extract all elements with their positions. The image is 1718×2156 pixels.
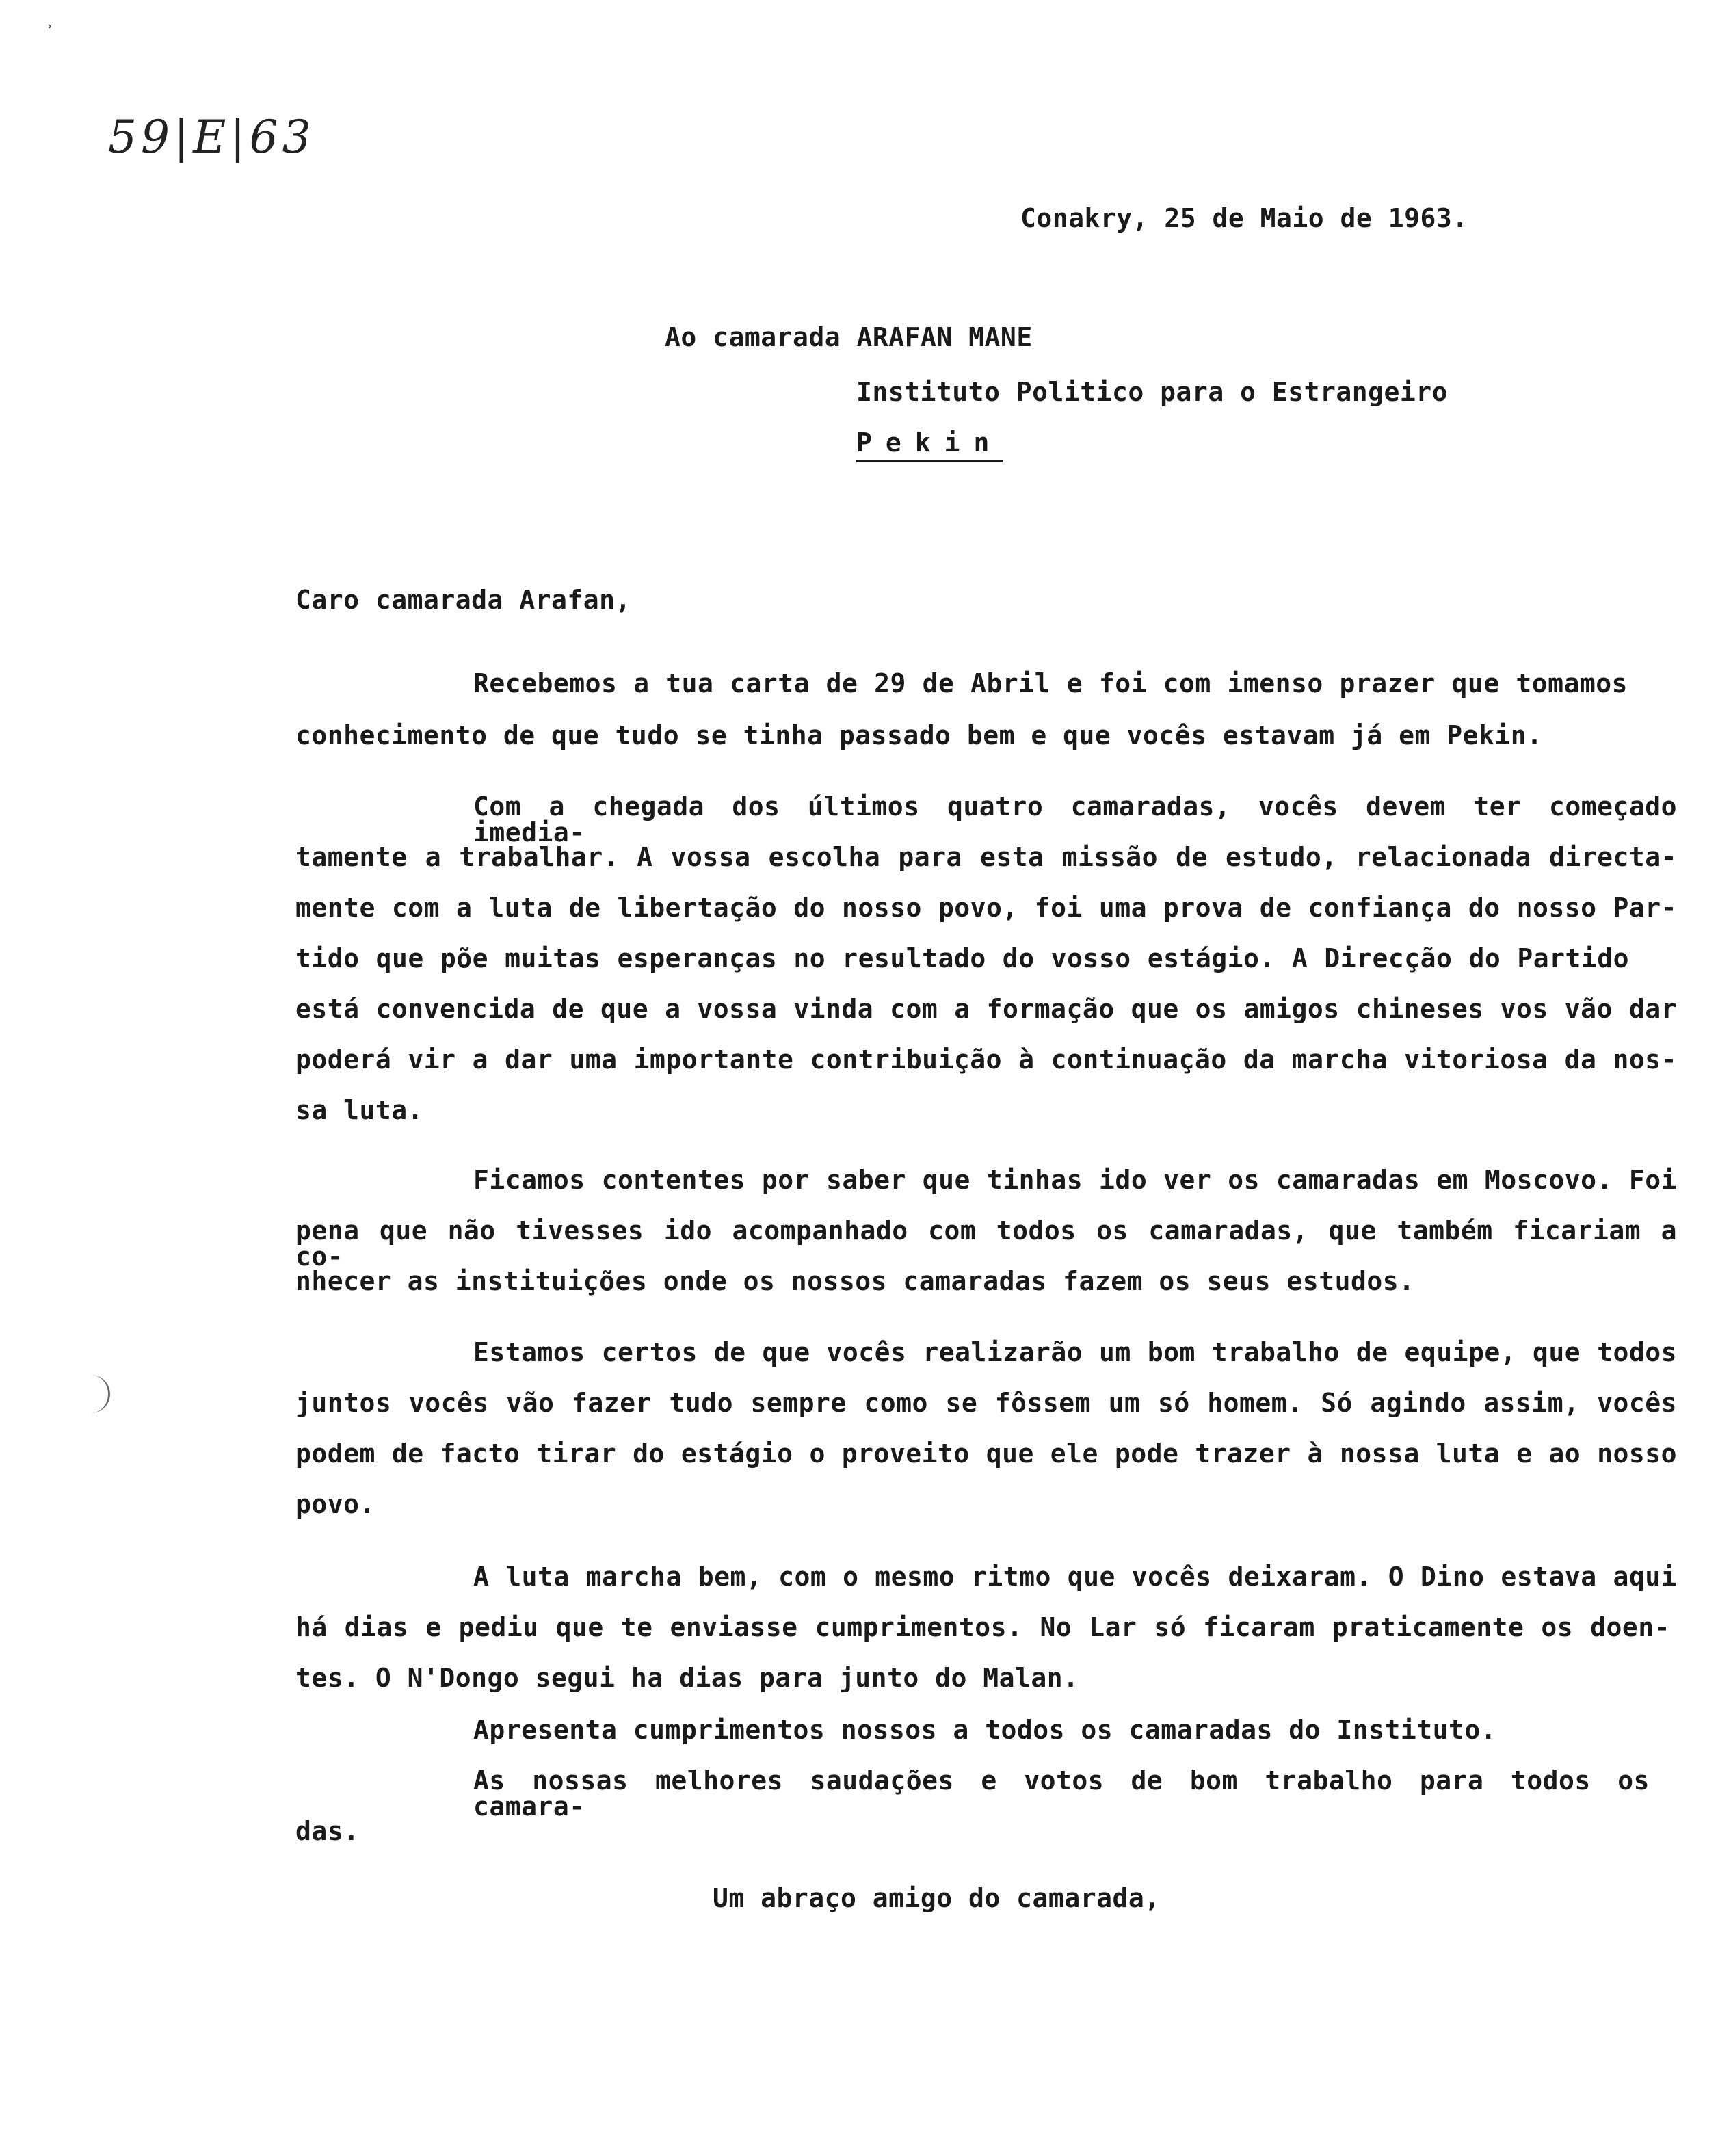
- address-recipient: Ao camarada ARAFAN MANE: [665, 322, 1033, 352]
- closing: Um abraço amigo do camarada,: [713, 1883, 1161, 1913]
- body-line: podem de facto tirar do estágio o proveito que ele pode trazer à nossa luta e ao nosso: [295, 1438, 1677, 1469]
- body-line: Apresenta cumprimentos nossos a todos os camaradas do Instituto.: [473, 1715, 1497, 1745]
- body-line: conhecimento de que tudo se tinha passado bem e que vocês estavam já em Pekin.: [295, 720, 1543, 750]
- body-line: há dias e pediu que te enviasse cumprimentos. No Lar só ficaram praticamente os doen-: [295, 1612, 1670, 1642]
- address-city: Pekin: [856, 428, 1003, 458]
- archive-reference: 59|E|63: [108, 111, 315, 163]
- body-line: juntos vocês vão fazer tudo sempre como se fôssem um só homem. Só agindo assim, vocês: [295, 1388, 1677, 1418]
- body-line: das.: [295, 1816, 360, 1846]
- body-line: Recebemos a tua carta de 29 de Abril e foi com imenso prazer que tomamos: [473, 668, 1628, 698]
- body-line: Ficamos contentes por saber que tinhas ido ver os camaradas em Moscovo. Foi: [473, 1165, 1677, 1195]
- body-line: poderá vir a dar uma importante contribuição à continuação da marcha vitoriosa da nos-: [295, 1044, 1677, 1075]
- stray-ink-mark: ˒: [45, 19, 55, 36]
- body-line: pena que não tivesses ido acompanhado com todos os camaradas, que também ficariam a co-: [295, 1215, 1677, 1272]
- body-line: tido que põe muitas esperanças no resultado do vosso estágio. A Direcção do Partido: [295, 943, 1629, 973]
- salutation: Caro camarada Arafan,: [295, 585, 631, 615]
- body-line: As nossas melhores saudações e votos de bom trabalho para todos os camara-: [473, 1765, 1650, 1822]
- body-line: está convencida de que a vossa vinda com a formação que os amigos chineses vos vão dar: [295, 994, 1677, 1024]
- body-line: Com a chegada dos últimos quatro camaradas, vocês devem ter começado imedia-: [473, 791, 1677, 847]
- body-line: mente com a luta de libertação do nosso povo, foi uma prova de confiança do nosso Par-: [295, 893, 1677, 923]
- body-line: nhecer as instituições onde os nossos camaradas fazem os seus estudos.: [295, 1266, 1415, 1296]
- body-line: sa luta.: [295, 1095, 424, 1125]
- body-line: tes. O N'Dongo segui ha dias para junto do Malan.: [295, 1663, 1079, 1693]
- body-line: tamente a trabalhar. A vossa escolha para esta missão de estudo, relacionada directa-: [295, 842, 1677, 872]
- body-line: Estamos certos de que vocês realizarão um bom trabalho de equipe, que todos: [473, 1337, 1677, 1367]
- body-line: A luta marcha bem, com o mesmo ritmo que vocês deixaram. O Dino estava aqui: [473, 1562, 1677, 1592]
- place-date: Conakry, 25 de Maio de 1963.: [1020, 203, 1468, 233]
- body-line: povo.: [295, 1489, 375, 1519]
- margin-ink-mark: [90, 1375, 110, 1413]
- address-institution: Instituto Politico para o Estrangeiro: [856, 377, 1448, 407]
